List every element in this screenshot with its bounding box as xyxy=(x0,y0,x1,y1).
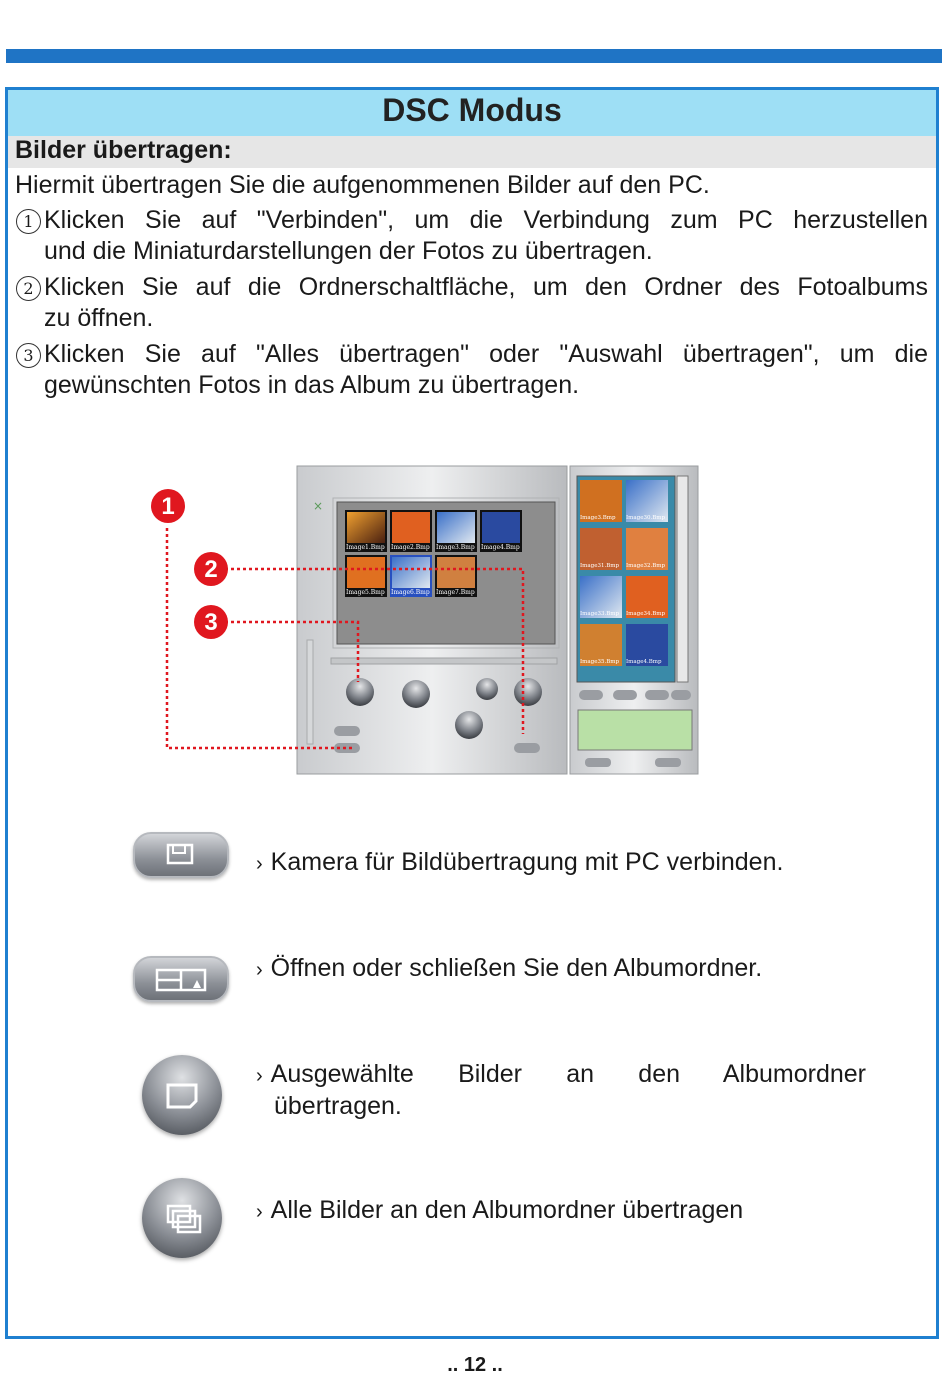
album-tool-button-4[interactable] xyxy=(671,690,691,700)
album-bottom-button-1[interactable] xyxy=(585,758,611,767)
album-tool-button-3[interactable] xyxy=(645,690,669,700)
marker-3-label: 3 xyxy=(204,609,218,636)
legend-text-1: Kamera für Bildübertragung mit PC verbinden. xyxy=(270,848,784,876)
step-number-3: 3 xyxy=(16,343,41,368)
step-number-2: 2 xyxy=(16,276,41,301)
chevron-right-icon: › xyxy=(256,1065,263,1087)
album-label-8: Image4.Bmp xyxy=(626,659,662,665)
album-bottom-button-2[interactable] xyxy=(655,758,681,767)
thumb-label-6: Image6.Bmp xyxy=(391,589,430,596)
legend-item-4 xyxy=(256,1194,743,1228)
step-3-line-1: Klicken Sie auf "Alles übertragen" oder "Auswahl übertragen", um die xyxy=(44,340,928,368)
connect-icon xyxy=(133,832,229,878)
marker-1-label: 1 xyxy=(161,493,175,520)
album-label-7: Image35.Bmp xyxy=(580,659,619,665)
album-label-3: Image31.Bmp xyxy=(580,563,619,569)
album-preview xyxy=(578,710,692,750)
step-number-1: 1 xyxy=(16,209,41,234)
thumb-label-7: Image7.Bmp xyxy=(436,589,475,596)
chevron-right-icon: › xyxy=(256,853,263,875)
transfer-all-icon xyxy=(142,1178,222,1258)
legend-text-4: Alle Bilder an den Albumordner übertragen xyxy=(270,1196,744,1224)
step-2-line-2: zu öffnen. xyxy=(44,304,154,332)
settings-button[interactable] xyxy=(476,678,498,700)
legend-item-1 xyxy=(256,846,783,880)
software-screenshot xyxy=(145,462,705,778)
step-2-line-1: Klicken Sie auf die Ordnerschaltfläche, um den Ordner des Fotoalbums xyxy=(44,273,928,301)
album-label-6: Image34.Bmp xyxy=(626,611,665,617)
transfer-selected-button[interactable] xyxy=(402,680,430,708)
thumb-label-3: Image3.Bmp xyxy=(436,544,475,551)
album-label-2: Image30.Bmp xyxy=(626,515,665,521)
transfer-all-button[interactable] xyxy=(514,678,542,706)
page-title: DSC Modus xyxy=(382,92,562,128)
album-tool-button-2[interactable] xyxy=(613,690,637,700)
step-1-line-1: Klicken Sie auf "Verbinden", um die Verbindung zum PC herzustellen xyxy=(44,206,928,234)
thumb-label-2: Image2.Bmp xyxy=(391,544,430,551)
album-label-4: Image32.Bmp xyxy=(626,563,665,569)
close-icon[interactable]: × xyxy=(313,499,324,513)
page-number: .. 12 .. xyxy=(447,1354,503,1376)
step-3-line-2: gewünschten Fotos in das Album zu übertragen. xyxy=(44,371,580,399)
step-1-line-2: und die Miniaturdarstellungen der Fotos zu übertragen. xyxy=(44,237,653,265)
legend-text-3-line-2: übertragen. xyxy=(274,1092,402,1120)
album-tool-button-1[interactable] xyxy=(579,690,603,700)
legend-text-2: Öffnen oder schließen Sie den Albumordner. xyxy=(270,954,763,982)
marker-2-label: 2 xyxy=(204,556,218,583)
thumb-label-1: Image1.Bmp xyxy=(346,544,385,551)
intro-text: Hiermit übertragen Sie die aufgenommenen Bilder auf den PC. xyxy=(15,171,710,199)
legend-text-3-line-1: Ausgewählte Bilder an den Albumordner xyxy=(270,1060,866,1088)
exit-button[interactable] xyxy=(514,743,540,753)
transfer-selected-icon xyxy=(142,1055,222,1135)
album-scrollbar[interactable] xyxy=(677,476,688,682)
thumb-label-4: Image4.Bmp xyxy=(481,544,520,551)
album-label-1: Image3.Bmp xyxy=(580,515,616,521)
small-button[interactable] xyxy=(334,726,360,736)
play-button[interactable] xyxy=(455,711,483,739)
header-rule xyxy=(6,49,942,63)
section-subtitle: Bilder übertragen: xyxy=(15,136,232,164)
chevron-right-icon: › xyxy=(256,1201,263,1223)
legend-item-2 xyxy=(256,952,762,986)
chevron-right-icon: › xyxy=(256,959,263,981)
album-label-5: Image33.Bmp xyxy=(580,611,619,617)
connect-button[interactable] xyxy=(346,678,374,706)
legend-item-3-line-1 xyxy=(256,1058,866,1092)
album-folder-icon xyxy=(133,956,229,1002)
thumb-label-5: Image5.Bmp xyxy=(346,589,385,596)
